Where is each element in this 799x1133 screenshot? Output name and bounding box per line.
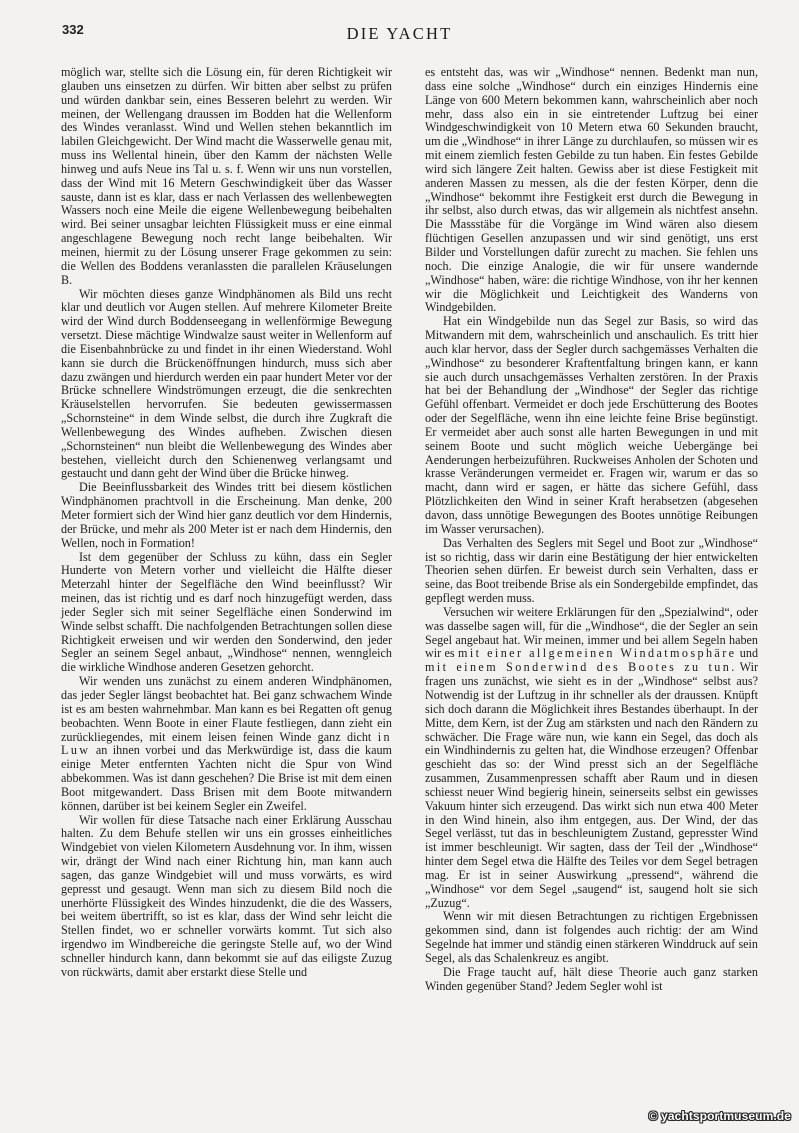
paragraph: Die Frage taucht auf, hält diese Theorie auch ganz starken Winden gegenüber Stand? Jedem Segler wohl ist (425, 964, 758, 993)
paragraph: Ist dem gegenüber der Schluss zu kühn, dass ein Segler Hunderte von Metern vorher und vielleicht die Hälfte dieser Meterzahl hinter der Segelfläche den Wind beeinflusst? Wir meinen, das ist richtig und es darf noch hinzugefügt werden, dass jeder Segler sich mit seiner Segelfläche einen Sonderwind im Winde selbst schafft. Die nachfolgenden Betrachtungen sollen diese Richtigkeit erweisen und wir werden den Sonderwind, den jeder Segler an seinem Segel anbaut, „Windhose“ nennen, wenngleich die wirkliche Windhose anderen Gesetzen gehorcht. (61, 549, 392, 675)
paragraph: Wenn wir mit diesen Betrachtungen zu richtigen Ergebnissen gekommen sind, dann ist folgendes auch richtig: der am Wind Segelnde hat immer und ständig einen stärkeren Winddruck auf sein Segel, als das Schalenkreuz es angibt. (425, 909, 758, 965)
emphasis-spaced-text: in Luw (61, 729, 392, 758)
emphasis-spaced-text: mit einer allgemeinen Windatmosphäre (458, 646, 737, 661)
paragraph: Wir möchten dieses ganze Windphänomen als Bild uns recht klar und deutlich vor Augen stellen. Auf mehrere Kilometer Breite wird der Wind durch Boddenseegang in wellenförmige Bewegung versetzt. Diese mächtige Windwalze saust weiter in Wellenform auf die Eisenbahnbrücke zu und findet in ihr einen Wiederstand. Wohl kann sie durch die Brückenöffnungen hindurch, muss sich aber dazu zwängen und hierdurch werden ein paar hundert Meter vor der Brücke schnellere Windströmungen erzeugt, die die senkrechten Kräuselstellen hervorrufen. Sie bedeuten gewissermassen „Schornsteine“ in dem Winde selbst, die durch ihre Zugkraft die Wellenbewegung des Windes aufheben. Zwischen diesen „Schornsteinen“ nun bleibt die Wellenbewegung des Windes aber bestehen, vielleicht durch den Schienenweg verlangsamt und gestaucht und dann geht der Wind über die Brücke hinweg. (61, 286, 392, 481)
paragraph: Wir wollen für diese Tatsache nach einer Erklärung Ausschau halten. Zu dem Behufe stellen wir uns ein grosses einheitliches Windgebiet von vielen Kilometern Ausdehnung vor. In ihm, wissen wir, drängt der Wind nach einer Richtung hin, man kann auch sagen, das ganze Windgebiet will und muss vorwärts, es wird gepresst und gesaugt. Wenn man sich zu diesem Bild noch die unerhörte Flüssigkeit des Windes hinzudenkt, die die des Wassers, bei weitem übertrifft, so ist es klar, dass der Wind sehr leicht die Stellen findet, wo er schneller vorwärts kommt. Tut sich also irgendwo im Windbereiche die geringste Stelle auf, wo der Wind schneller hindurch kann, dann bekommt sie auf das eiligste Zuzug von rückwärts, damit aber erstarkt diese Stelle und (61, 812, 392, 979)
page-header (0, 22, 799, 46)
paragraph: Versuchen wir weitere Erklärungen für den „Spezialwind“, oder was dasselbe sagen will, für die „Windhose“, die der Segler an sein Segel angebaut hat. Wir meinen, immer und bei allem Segeln haben wir es mit einer allgemeinen Windatmosphäre und mit einem Sonderwind des Bootes zu tun. Wir fragen uns zunächst, wie sieht es in der „Windhose“ selbst aus? Notwendig ist der Luftzug in ihr schneller als der draussen. Knüpft sich doch darann die Möglichkeit ihres Bestandes überhaupt. In der Mitte, dem Kern, ist der Zug am stärksten und nach den Rändern zu schwächer. Die Frage wäre nun, wie kann ein Segel, das doch als ein Windhindernis zu gelten hat, die Windhose erzeugen? Offenbar geschieht das so: der Wind presst sich an der Segelfläche zusammen, Zusammenpressen schafft aber Raum und in diesen schiesst neuer Wind begierig hinein, seinerseits selbst ein gewisses Vakuum hinter sich erzeugend. Das wirkt sich nun etwa 400 Meter in den Wind hinein, also ihm entgegen, aus. Der Wind, der das Segel verlässt, tut das in beschleunigtem Zustand, gepresster Wind ist immer beschleunigt. Wir sagten, dass der Teil der „Windhose“ hinter dem Segel etwa die Hälfte des Teiles vor dem Segel betragen mag. Er ist in seiner Auswirkung „pressend“, während die „Windhose“ vor dem Segel „saugend“ ist, saugend holt sie sich „Zuzug“. (425, 604, 759, 910)
paragraph: Das Verhalten des Seglers mit Segel und Boot zur „Windhose“ ist so richtig, dass wir darin eine Bestätigung der hier entwickelten Theorien sehen dürfen. Er beweist durch sein Verhalten, dass er seine, das Boot treibende Brise als ein Sondergebilde empfindet, das gepflegt werden muss. (425, 535, 758, 606)
paragraph: Die Beeinflussbarkeit des Windes tritt bei diesem köstlichen Windphänomen prachtvoll in die Erscheinung. Man denke, 200 Meter formiert sich der Wind hier ganz deutlich vor dem Hindernis, der Brücke, und mehr als 200 Meter ist er nach dem Hindernis, den Wellen, noch in Formation! (61, 480, 392, 550)
paragraph: Wir wenden uns zunächst zu einem anderen Windphänomen, das jeder Segler längst beobachtet hat. Bei ganz schwachem Winde ist es am besten wahrnehmbar. Man kann es bei Regatten oft genug beobachten. Wenn Boote in einer Flaute festliegen, dann zieht ein zurückliegendes, mit einem leisen feinen Winde ganz dicht in Luw an ihnen vorbei und das Merkwürdige ist, dass die kaum einige Meter entfernten Yachten nicht die Spur von Wind abbekommen. Was ist dann geschehen? Die Brise ist mit dem einen Boot mitgewandert. Dass Brisen mit dem Boote mitwandern können, darüber ist bei keinem Segler ein Zweifel. (61, 674, 392, 813)
journal-title: DIE YACHT (346, 24, 453, 43)
paragraph: es entsteht das, was wir „Windhose“ nennen. Bedenkt man nun, dass eine solche „Windhose“ durch ein einziges Hindernis eine Länge von 600 Metern bekommen kann, wahrscheinlich aber noch mehr, dass also ein in sie eintretender Luftzug bei einer Windgeschwindigkeit von 10 Metern etwa 60 Sekunden braucht, um die „Windhose“ in ihrer Länge zu durchlaufen, so müssen wir es mit einem ziemlich festen Gebilde zu tun haben. Ein festes Gebilde wird sich längere Zeit halten. Gewiss aber ist diese Festigkeit mit anderen Massen zu messen, als die der festen Körper, denn die „Windhose“ bekommt ihre Festigkeit erst durch die Bewegung in ihr selbst, also durch etwas, das wir allgemein als nichtfest ansehn. Die Massstäbe für die Vorgänge im Wind wären also diesem flüchtigen Gesellen anzupassen und wir sind genötigt, uns erst Bilder und Vorstellungen dafür zurecht zu machen. Sie fehlen uns noch. Die einzige Analogie, die wir für unsere wandernde „Windhose“ haben, wäre: die richtige Windhose, von ihr her kennen wir die Möglichkeit und Leichtigkeit des Wanderns von Windgebilden. (425, 65, 758, 315)
left-column (61, 66, 392, 980)
right-column (425, 66, 758, 994)
copyright-watermark: © yachtsportmuseum.de (648, 1109, 791, 1123)
paragraph: Hat ein Windgebilde nun das Segel zur Basis, so wird das Mitwandern mit dem, wahrscheinlich und anschaulich. Es tritt hier auch klar hervor, dass der Segler durch sachgemässes Verhalten die „Windhose“ zu besonderer Kraftentfaltung bringen kann, er kann sie auch durch unsachgemässes Verhalten zerstören. In der Praxis hat bei der Behandlung der „Windhose“ der Segler das richtige Gefühl offenbart. Vermeidet er doch jede Erschütterung des Bootes oder der Segelfläche, wenn ihn eine leichte feine Brise begünstigt. Er vermeidet aber auch sonst alle harten Bewegungen in und mit seinem Boote und sucht möglich weiche Uebergänge bei Aenderungen herbeizuführen. Ruckweises Anholen der Schoten und krasse Veränderungen vermeidet er. Fragen wir, warum er das so macht, dann wird er sagen, er hätte das sichere Gefühl, dass Plötzlichkeiten den Wind in seiner Kraft herabsetzen (abgesehen davon, dass unnötige Bewegungen des Bootes unnötige Reibungen im Wasser verursachen). (425, 314, 758, 536)
emphasis-spaced-text: mit einem Sonderwind des Bootes zu tun (425, 660, 732, 675)
page-number: 332 (62, 22, 84, 37)
paragraph: möglich war, stellte sich die Lösung ein, für deren Richtigkeit wir glauben uns einsetzen zu dürfen. Wir bitten aber selbst zu prüfen und würden dankbar sein, eines Besseren belehrt zu werden. Wir meinen, der Wellengang draussen im Bodden hat die Wellenform des Windes veranlasst. Wind und Wellen stehen bekanntlich im labilen Gleichgewicht. Der Wind macht die Wasserwelle genau mit, muss ins Wellental hinein, über den Kamm der nächsten Welle hinweg und aufs Neue ins Tal u. s. f. Wenn wir uns nun vorstellen, dass der Wind mit 16 Metern Geschwindigkeit über das Wasser sauste, dann ist es klar, dass er nach Verlassen des wellenbewegten Wassers noch eine Meile die eigene Wellenbewegung beibehalten wird. Bei seiner unsagbar leichten Flüssigkeit muss er eine einmal angeschlagene Bewegung noch recht lange beibehalten. Wir meinen, hiermit zu der Lösung unserer Frage gekommen zu sein: die Wellen des Boddens veranlassten die parallelen Kräuselungen B. (61, 65, 392, 287)
